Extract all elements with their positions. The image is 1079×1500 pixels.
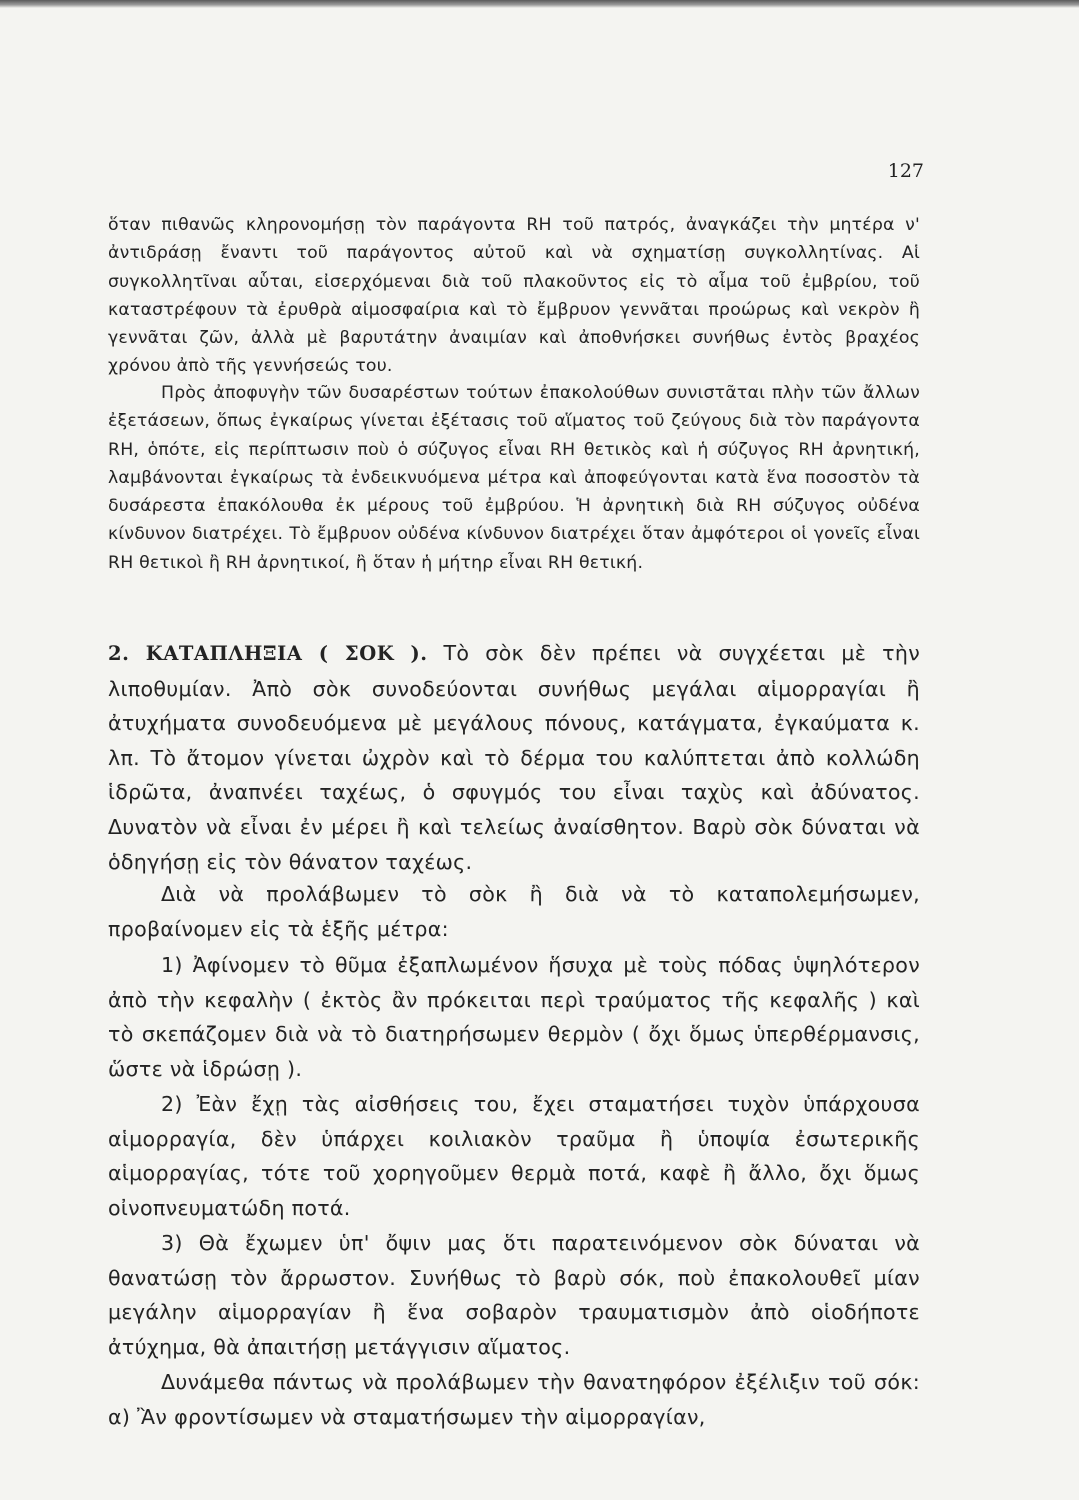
paragraph-rh-inheritance: ὅταν πιθανῶς κληρονομήσῃ τὸν παράγοντα RH τοῦ πατρός, ἀναγκάζει τὴν μητέρα ν' ἀντιδράσῃ ἔναντι τοῦ παράγοντος αὐτοῦ καὶ νὰ σχηματίσῃ συγκολλητίνας. Αἱ συγκολλητῖναι αὗται, εἰσερχόμεναι διὰ τοῦ πλακοῦντος εἰς τὸ αἷμα τοῦ ἐμβρίου, τοῦ καταστρέφουν τὰ ἐρυθρὰ αἱμοσφαίρια καὶ τὸ ἔμβρυον γεννᾶται προώρως καὶ νεκρὸν ἢ γεννᾶται ζῶν, ἀλλὰ μὲ βαρυτάτην ἀναιμίαν καὶ ἀποθνήσκει συνήθως ἐντὸς βραχέος χρόνου ἀπὸ τῆς γεννήσεώς του. <box>108 215 920 377</box>
measure-item-3: 3) Θὰ ἔχωμεν ὑπ' ὄψιν μας ὅτι παρατεινόμενον σὸκ δύναται νὰ θανατώσῃ τὸν ἄρρωστον. Συνήθως τὸ βαρὺ σόκ, ποὺ ἐπακολουθεῖ μίαν μεγάλην αἱμορραγίαν ἢ ἕνα σοβαρὸν τραυματισμὸν ἀπὸ οἱοδήποτε ἀτύχημα, θὰ ἀπαιτήσῃ μετάγγισιν αἵματος. <box>108 1231 920 1359</box>
measure-item-2: 2) Ἐὰν ἔχῃ τὰς αἰσθήσεις του, ἔχει σταματήσει τυχὸν ὑπάρχουσα αἱμορραγία, δὲν ὑπάρχει κοιλιακὸν τραῦμα ἢ ὑποψία ἐσωτερικῆς αἱμορραγίας, τότε τοῦ χορηγοῦμεν θερμὰ ποτά, καφὲ ἢ ἄλλο, ὄχι ὅμως οἰνοπνευματώδη ποτά. <box>108 1092 920 1220</box>
scan-edge <box>0 0 1079 8</box>
section-intro: Τὸ σὸκ δὲν πρέπει νὰ συγχέεται μὲ τὴν λιποθυμίαν. Ἀπὸ σὸκ συνοδεύονται συνήθως μεγάλαι αἱμορραγίαι ἢ ἀτυχήματα συνοδευόμενα μὲ μεγάλους πόνους, κατάγματα, ἐγκαύματα κ. λπ. Τὸ ἄτομον γίνεται ὠχρὸν καὶ τὸ δέρμα του καλύπτεται ἀπὸ κολλώδη ἱδρῶτα, ἀναπνέει ταχέως, ὁ σφυγμός του εἶναι ταχὺς καὶ ἀδύνατος. Δυνατὸν νὰ εἶναι ἐν μέρει ἢ καὶ τελείως ἀναίσθητον. Βαρὺ σὸκ δύναται νὰ ὁδηγήσῃ εἰς τὸν θάνατον ταχέως. <box>108 641 920 874</box>
paragraph-measures-intro: Διὰ νὰ προλάβωμεν τὸ σὸκ ἢ διὰ νὰ τὸ καταπολεμήσωμεν, προβαίνομεν εἰς τὰ ἑξῆς μέτρα: <box>108 882 920 941</box>
section-shock <box>108 636 920 876</box>
section-heading: 2. ΚΑΤΑΠΛΗΞΙΑ ( ΣΟΚ ). <box>108 642 428 665</box>
paragraph-rh-prevention: Πρὸς ἀποφυγὴν τῶν δυσαρέστων τούτων ἐπακολούθων συνιστᾶται πλὴν τῶν ἄλλων ἐξετάσεων, ὅπως ἐγκαίρως γίνεται ἐξέτασις τοῦ αἵματος τοῦ ζεύγους διὰ τὸν παράγοντα RH, ὁπότε, εἰς περίπτωσιν ποὺ ὁ σύζυγος εἶναι RH θετικὸς καὶ ἡ σύζυγος RH ἀρνητική, λαμβάνονται ἐγκαίρως τὰ ἐνδεικνυόμενα μέτρα καὶ ἀποφεύγονται κατὰ ἕνα ποσοστὸν τὰ δυσάρεστα ἐπακόλουθα ἐκ μέρους τοῦ ἐμβρύου. Ἡ ἀρνητικὴ διὰ RH σύζυγος οὐδένα κίνδυνον διατρέχει. Τὸ ἔμβρυον οὐδένα κίνδυνον διατρέχει ὅταν ἀμφότεροι οἱ γονεῖς εἶναι RH θετικοὶ ἢ RH ἀρνητικοί, ἢ ὅταν ἡ μήτηρ εἶναι RH θετική. <box>108 383 920 573</box>
paragraph-prevention-continues: Δυνάμεθα πάντως νὰ προλάβωμεν τὴν θανατηφόρον ἐξέλιξιν τοῦ σόκ: α) Ἂν φροντίσωμεν νὰ σταματήσωμεν τὴν αἱμορραγίαν, <box>108 1370 920 1429</box>
page-number: 127 <box>887 160 924 182</box>
measure-item-1: 1) Ἀφίνομεν τὸ θῦμα ἐξαπλωμένον ἥσυχα μὲ τοὺς πόδας ὑψηλότερον ἀπὸ τὴν κεφαλὴν ( ἐκτὸς ἂν πρόκειται περὶ τραύματος τῆς κεφαλῆς ) καὶ τὸ σκεπάζομεν διὰ νὰ τὸ διατηρήσωμεν θερμὸν ( ὄχι ὅμως ὑπερθέρμανσις, ὥστε νὰ ἱδρώσῃ ). <box>108 953 920 1081</box>
